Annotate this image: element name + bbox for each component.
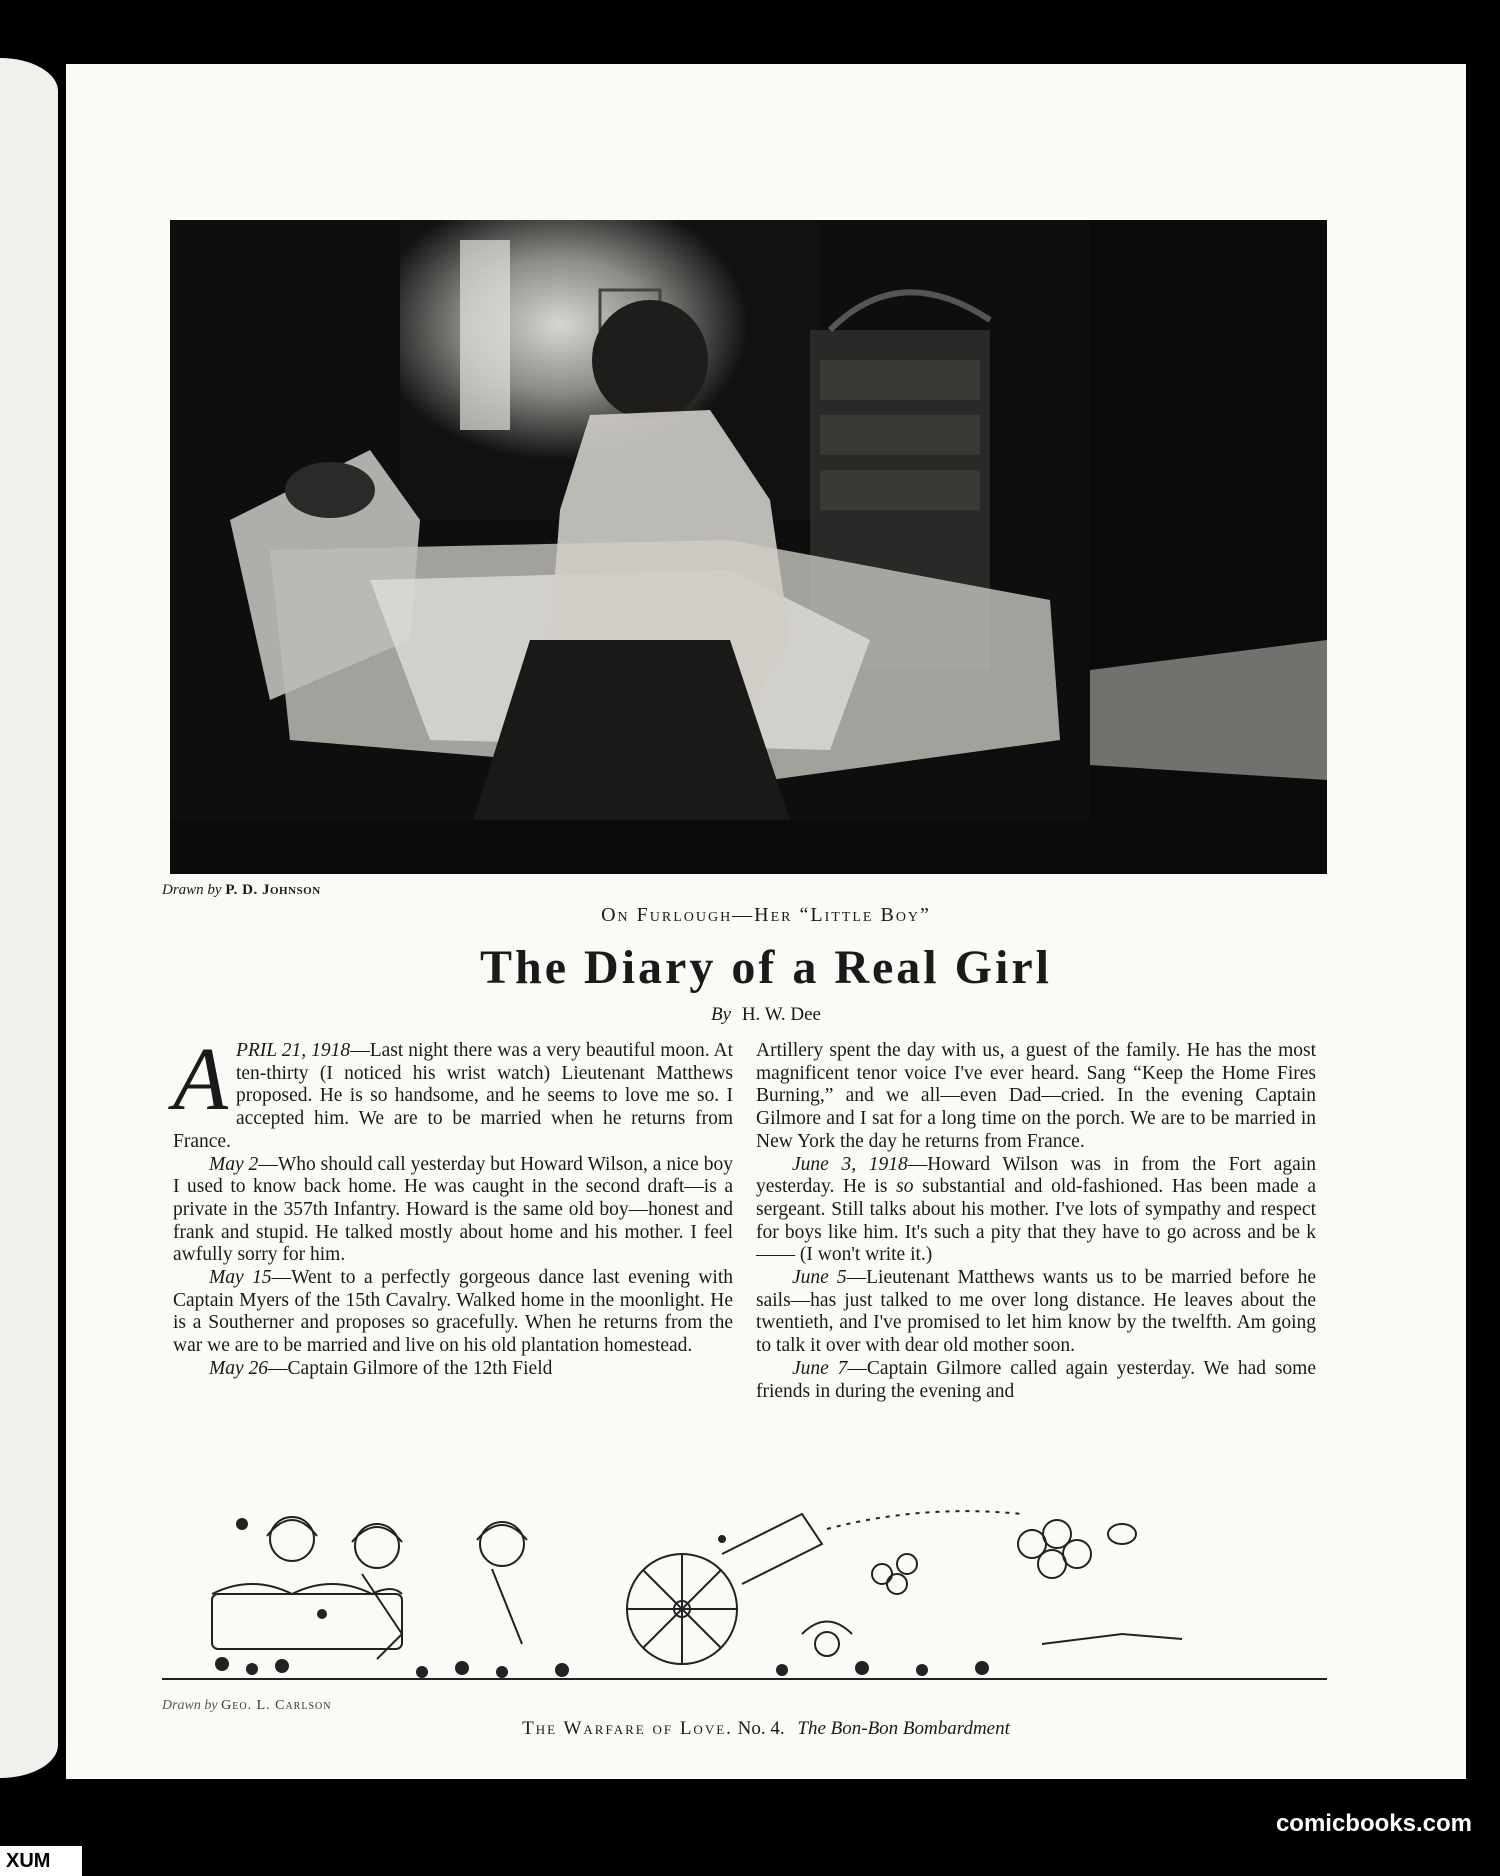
diary-entry-june-7 [756,1358,1316,1403]
credit-artist: Geo. L. Carlson [221,1698,332,1713]
credit-prefix: Drawn by [162,882,222,898]
diary-entry-may-26-continued: Artillery spent the day with us, a guest of the family. He has the most magnificent tenor voice I've ever heard. Sang “Keep the Home Fires Burning,” and we all—even Dad—cried. In the evening Captain Gilmore and I sat for a long time on the porch. We are to be married in New York the day he returns from France. [756,1040,1316,1152]
diary-entry-june-3 [756,1154,1316,1268]
diary-entry-june-5 [756,1267,1316,1358]
byline-author: H. W. Dee [741,1004,821,1025]
entry-date: June 7 [792,1357,848,1379]
article-byline [66,1004,1466,1026]
entry-text: —Last night there was a very beautiful moon. At ten-thirty (I noticed his wrist watch) Lieutenant Matthews proposed. He is so handsome, and he seems to love me so. I accepted him. We are to be married when he returns from France. [173,1040,733,1152]
diary-entry-may-26 [173,1358,733,1381]
credit-artist: P. D. Johnson [225,882,321,898]
byline-prefix: By [711,1004,732,1025]
top-illustration-credit [162,882,321,899]
bottom-illustration-caption [66,1718,1466,1740]
adjacent-page-edge [0,58,58,1778]
entry-text: —Went to a perfectly gorgeous dance last evening with Captain Myers of the 15th Cavalry. Walked home in the moonlight. He is a Southerner and proposes so gracefully. When he returns from the war we are to be married and live on his old plantation homestead. [173,1267,733,1357]
site-watermark: comicbooks.com [1275,1810,1472,1837]
bottom-illustration-credit [162,1698,331,1714]
left-column [173,1030,733,1381]
diary-entry-april-21 [173,1030,733,1154]
top-illustration-caption: On Furlough—Her “Little Boy” [601,904,931,926]
credit-prefix: Drawn by [162,1698,218,1713]
diary-entry-may-2 [173,1154,733,1268]
bonbon-bombardment-drawing [162,1484,1327,1694]
caption-number: No. 4. [737,1718,785,1739]
drop-cap: A [173,1030,228,1129]
magazine-page [66,64,1466,1779]
article-title: The Diary of a Real Girl [480,941,1052,994]
corner-tag: XUM [0,1846,82,1876]
right-column [756,1040,1316,1403]
entry-date: PRIL 21, 1918 [235,1040,351,1061]
entry-date: May 2 [209,1153,259,1175]
entry-text: —Captain Gilmore called again yesterday. We had some friends in during the evening and [756,1357,1316,1402]
entry-date: May 15 [209,1267,272,1289]
entry-emphasis: so [896,1176,914,1198]
diary-entry-may-15 [173,1267,733,1358]
top-illustration [170,220,1327,874]
bedroom-scene-image [170,220,1327,874]
entry-date: May 26 [209,1357,269,1379]
caption-series: The Warfare of Love. [522,1718,733,1739]
entry-text: —Howard Wilson was in from the Fort again yesterday. He is [756,1153,1317,1198]
entry-text: substantial and old-fashioned. Has been made a sergeant. Still talks about his mother. I've lots of sympathy and respect for boys like him. It's such a pity that they have to go across and be k—— (I won't write it.) [756,1176,1316,1266]
entry-text: —Lieutenant Matthews wants us to be married before he sails—has just talked to me over long distance. He leaves about the twentieth, and I've promised to let him know by the twelfth. Am going to talk it over with dear old mother soon. [756,1267,1316,1357]
entry-text: —Captain Gilmore of the 12th Field [268,1357,553,1379]
entry-text: —Who should call yesterday but Howard Wilson, a nice boy I used to know back home. He was caught in the second draft—is a private in the 357th Infantry. Howard is the same old boy—honest and frank and stupid. He talked mostly about home and his mother. I feel awfully sorry for him. [173,1153,733,1266]
entry-date: June 5 [792,1267,847,1289]
bottom-illustration [162,1484,1327,1694]
caption-title: The Bon-Bon Bombardment [797,1718,1010,1739]
entry-date: June 3, 1918 [792,1153,908,1175]
